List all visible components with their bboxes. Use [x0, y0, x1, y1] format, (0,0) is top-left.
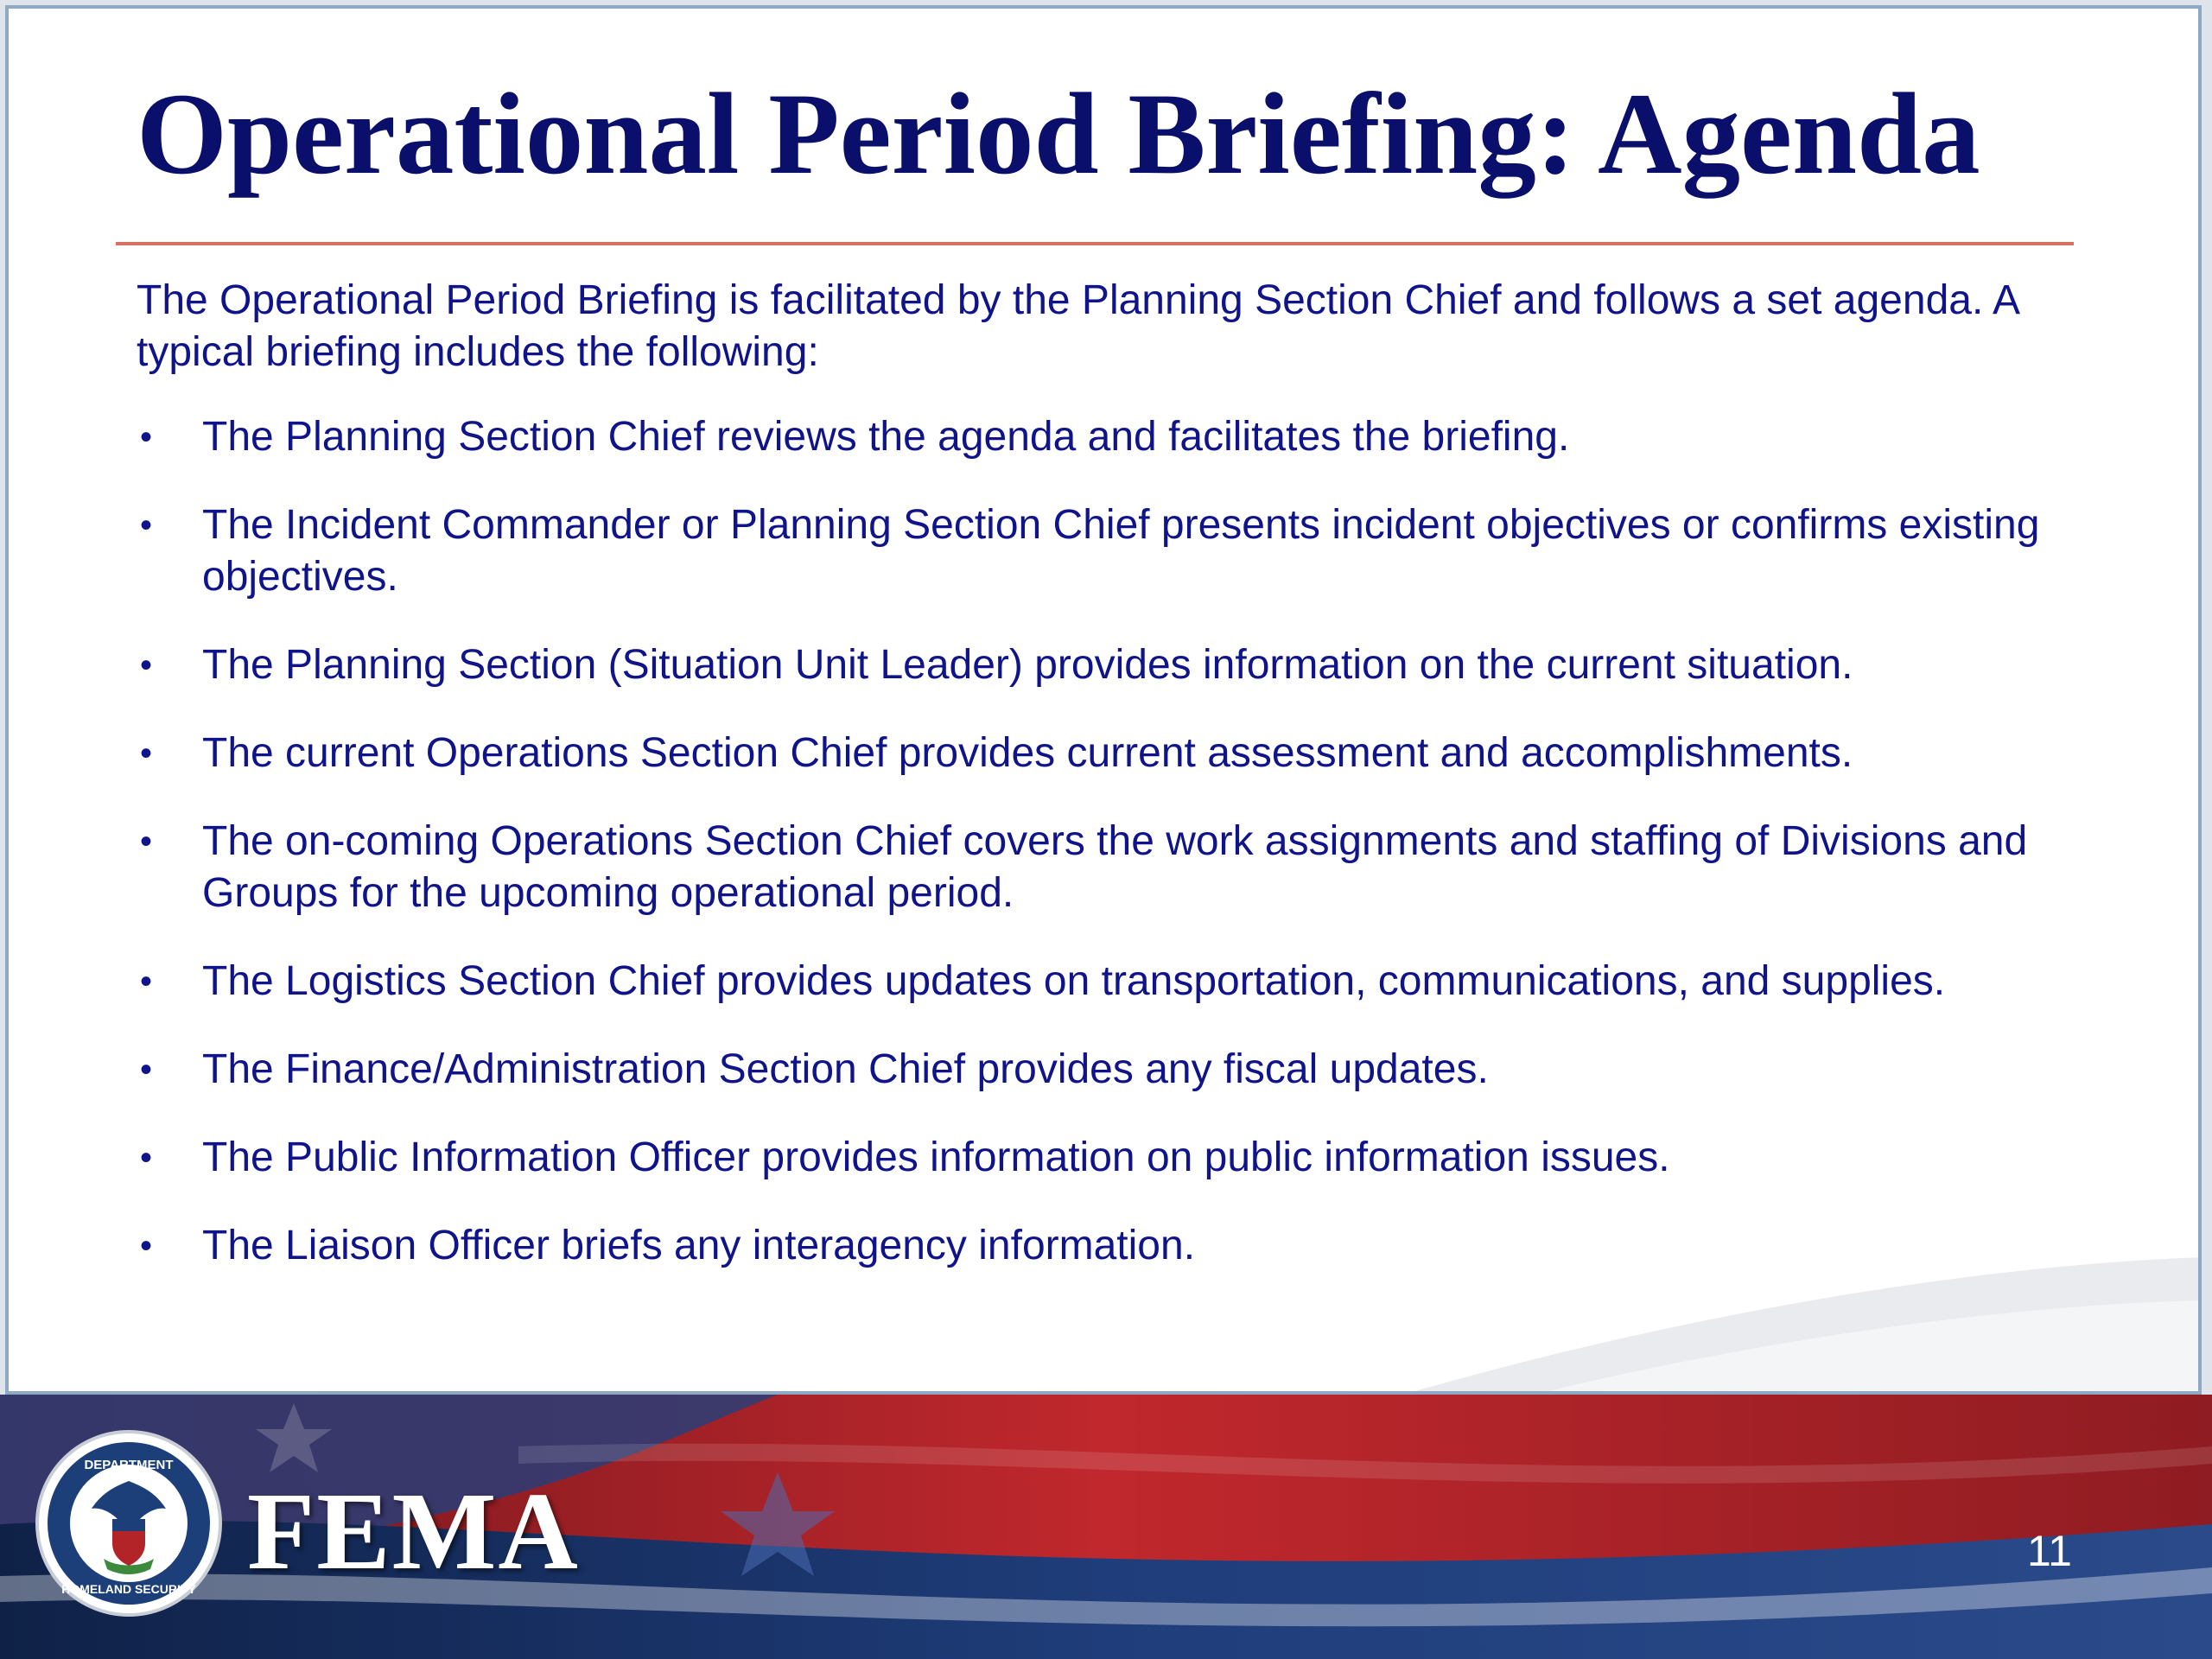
bullet-icon: •	[140, 506, 153, 544]
intro-paragraph: The Operational Period Briefing is facilitated by the Planning Section Chief and follows a set agenda. A typical briefing includes the following:	[137, 277, 2018, 375]
title-divider	[116, 242, 2074, 245]
agenda-item	[137, 816, 2089, 919]
slide	[5, 5, 2202, 1395]
agenda-item	[137, 499, 2089, 603]
agenda-item-text: The Planning Section Chief reviews the agenda and facilitates the briefing.	[202, 414, 1570, 460]
agenda-item	[137, 1132, 2089, 1184]
agency-logo-text: FEMA	[247, 1470, 580, 1592]
agenda-item-text: The Incident Commander or Planning Section Chief presents incident objectives or confirms existing objectives.	[202, 502, 2040, 600]
agenda-item	[137, 1044, 2089, 1096]
footer-banner	[0, 1395, 2212, 1659]
agenda-item-text: The Finance/Administration Section Chief provides any fiscal updates.	[202, 1046, 1489, 1092]
svg-text:DEPARTMENT: DEPARTMENT	[84, 1458, 174, 1472]
agenda-item-text: The current Operations Section Chief provides current assessment and accomplishments.	[202, 730, 1853, 776]
agenda-item-text: The Planning Section (Situation Unit Leader) provides information on the current situation.	[202, 642, 1853, 688]
agenda-item	[137, 956, 2089, 1007]
bullet-icon: •	[140, 1139, 153, 1177]
agenda-item-text: The on-coming Operations Section Chief covers the work assignments and staffing of Divisions and Groups for the upcoming operational period.	[202, 818, 2028, 916]
bullet-icon: •	[140, 418, 153, 456]
bullet-icon: •	[140, 1227, 153, 1265]
slide-title: Operational Period Briefing: Agenda	[137, 70, 1980, 199]
page-number: 11	[2027, 1527, 2072, 1575]
agenda-item	[137, 1220, 2089, 1272]
agenda-item	[137, 639, 2089, 691]
agenda-item-text: The Public Information Officer provides information on public information issues.	[202, 1135, 1670, 1180]
bullet-icon: •	[140, 823, 153, 861]
agenda-item	[137, 728, 2089, 779]
bullet-icon: •	[140, 734, 153, 772]
bullet-icon: •	[140, 646, 153, 684]
agenda-list	[137, 411, 2089, 1308]
svg-text:HOMELAND SECURITY: HOMELAND SECURITY	[61, 1582, 196, 1596]
bullet-icon: •	[140, 1051, 153, 1089]
dhs-seal-logo	[35, 1429, 223, 1618]
bullet-icon: •	[140, 963, 153, 1001]
agenda-item	[137, 411, 2089, 463]
agenda-item-text: The Liaison Officer briefs any interagency information.	[202, 1223, 1196, 1268]
agenda-item-text: The Logistics Section Chief provides updates on transportation, communications, and supplies.	[202, 958, 1946, 1004]
